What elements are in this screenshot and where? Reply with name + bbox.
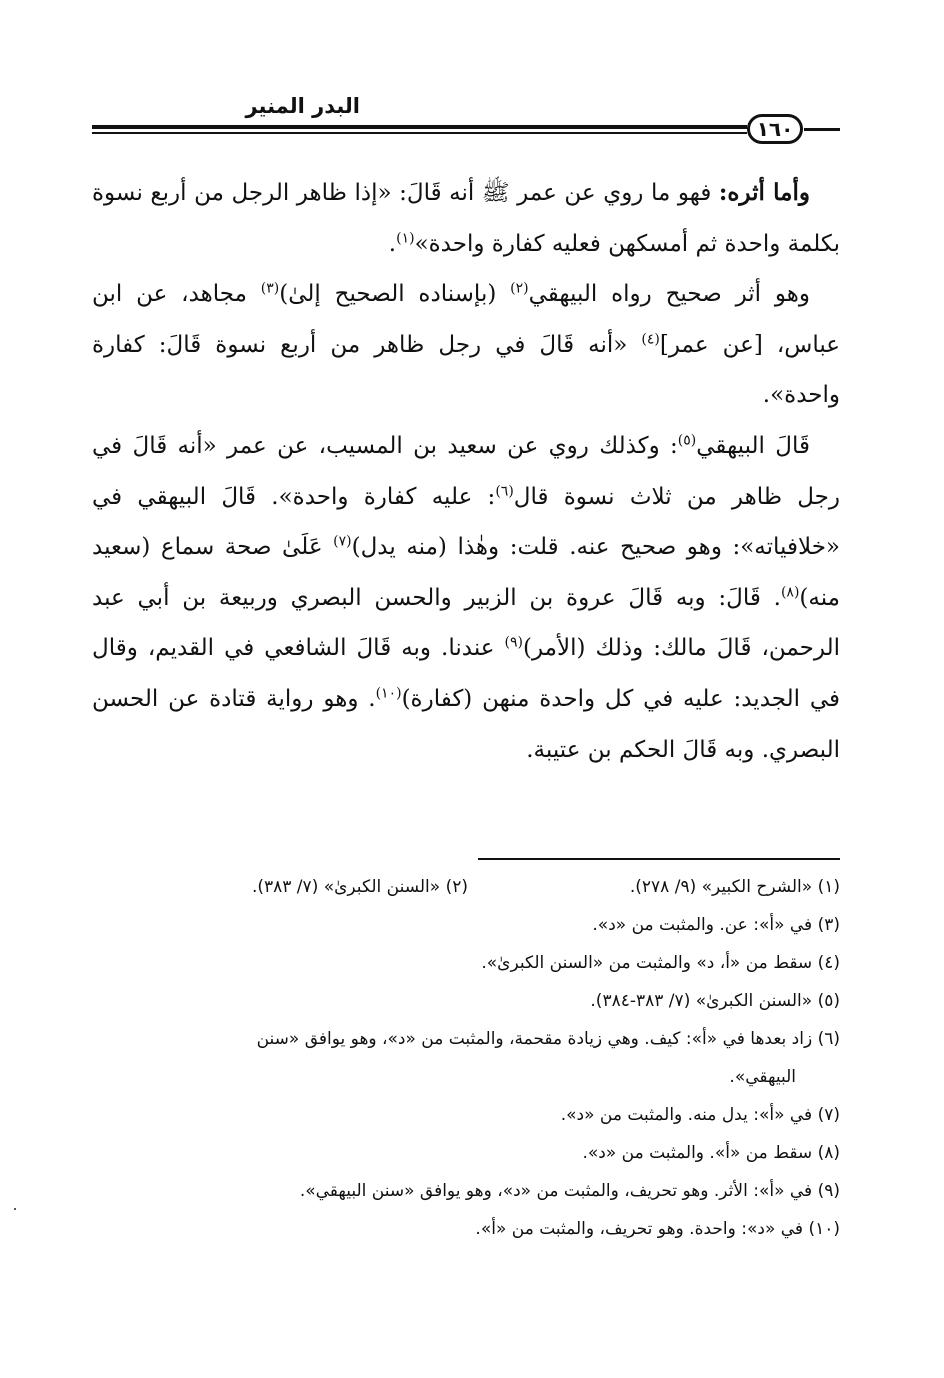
paragraph-3-text-6: عندنا. وبه قَالَ الشافعي في القديم، وقال في الجديد: عليه في كل واحدة منهن (كفارة)	[92, 635, 841, 712]
footnote-6-line-2: البيهقي».	[729, 1067, 796, 1087]
footnote-ref-5: (٥)	[677, 432, 697, 449]
footnote-1: (١) «الشرح الكبير» (٩/ ٢٧٨).	[629, 877, 840, 897]
paragraph-3-text-7: . وهو رواية قتادة عن الحسن البصري. وبه قَالَ الحكم بن عتيبة.	[92, 685, 840, 763]
paragraph-3-text-2: : وكذلك روي عن سعيد بن المسيب، عن عمر «أنه قَالَ في رجل ظاهر من ثلاث نسوة قال	[92, 432, 840, 510]
footnote-ref-2: (٢)	[510, 280, 529, 297]
footnote-ref-4: (٤)	[641, 331, 660, 348]
paragraph-1-text: فهو ما روي عن عمر ﷺ أنه قَالَ: «إذا ظاهر الرجل من أربع نسوة بكلمة واحدة ثم أمسكهن فعليه كفارة واحدة»	[92, 180, 840, 257]
paragraph-3-text-1: قَالَ البيهقي	[696, 432, 810, 459]
footnote-ref-3: (٣)	[260, 280, 280, 297]
footnote-ref-10: (١٠)	[375, 685, 402, 702]
footnote-row-1-2	[92, 868, 840, 906]
footnote-3: (٣) في «أ»: عن. والمثبت من «د».	[592, 915, 840, 935]
footnote-4: (٤) سقط من «أ، د» والمثبت من «السنن الكبرىٰ».	[481, 953, 840, 973]
footnote-9: (٩) في «أ»: الأثر. وهو تحريف، والمثبت من «د»، وهو يوافق «سنن البيهقي».	[299, 1181, 840, 1201]
header-rule-thin	[92, 132, 747, 134]
footnote-ref-7: (٧)	[333, 533, 352, 550]
header-rule-thick	[92, 125, 747, 129]
footnote-ref-6: (٦)	[495, 482, 514, 499]
footnote-6	[92, 1020, 840, 1096]
footnote-ref-8: (٨)	[780, 584, 800, 601]
footnote-8: (٨) سقط من «أ». والمثبت من «د».	[582, 1143, 840, 1163]
paragraph-1-end: .	[388, 230, 397, 257]
paragraph-1	[92, 168, 840, 269]
header-rule-right	[804, 128, 840, 131]
paragraph-2-text-2: (بإسناده الصحيح إلىٰ)	[279, 281, 511, 308]
footnotes	[92, 868, 840, 1248]
paragraph-3-text-3: : عليه كفارة واحدة». قَالَ البيهقي في «خلافياته»: وهو صحيح عنه. قلت: وهٰذا (منه يدل)	[92, 483, 840, 561]
paragraph-3-text-5: . قَالَ: وبه قَالَ عروة بن الزبير والحسن البصري وربيعة بن أبي عبد الرحمن، قَالَ مالك: وذلك (الأمر)	[92, 584, 840, 662]
paragraph-2-text-4: «أنه قَالَ في رجل ظاهر من أربع نسوة قَالَ: كفارة واحدة».	[92, 331, 840, 409]
paragraph-2	[92, 269, 840, 421]
book-title: البدر المنير	[245, 94, 360, 118]
page-header	[92, 94, 840, 150]
footnote-2: (٢) «السنن الكبرىٰ» (٧/ ٣٨٣).	[251, 877, 468, 897]
footnote-separator	[478, 858, 840, 860]
footnote-6-line-1: (٦) زاد بعدها في «أ»: كيف. وهي زيادة مقحمة، والمثبت من «د»، وهو يوافق «سنن	[256, 1029, 840, 1049]
main-text	[92, 168, 840, 775]
paragraph-2-text-3: مجاهد، عن ابن عباس، [عن عمر]	[92, 281, 841, 358]
paragraph-3-text-4: عَلَىٰ صحة سماع (سعيد منه)	[92, 534, 840, 611]
paragraph-2-text-1: وهو أثر صحيح رواه البيهقي	[528, 281, 810, 308]
footnote-5: (٥) «السنن الكبرىٰ» (٧/ ٣٨٣-٣٨٤).	[590, 991, 840, 1011]
page-number: ١٦٠	[747, 114, 803, 144]
athar-lead: وأما أثره:	[718, 179, 810, 206]
scan-speck	[14, 1208, 16, 1210]
footnote-7: (٧) في «أ»: يدل منه. والمثبت من «د».	[560, 1105, 840, 1125]
footnote-10: (١٠) في «د»: واحدة. وهو تحريف، والمثبت من «أ».	[475, 1219, 840, 1239]
footnote-ref-1: (١)	[396, 229, 415, 246]
footnote-ref-9: (٩)	[504, 634, 523, 651]
paragraph-3	[92, 421, 840, 775]
